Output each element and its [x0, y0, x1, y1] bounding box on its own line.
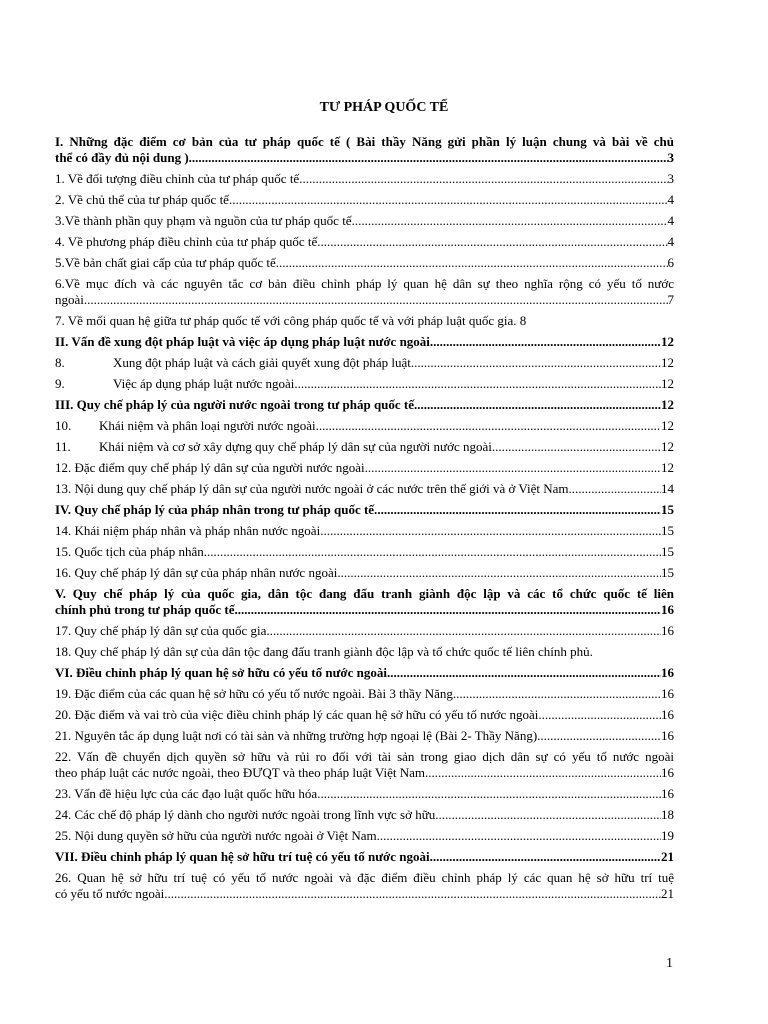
toc-entry-22[interactable]: [55, 749, 674, 781]
toc-text: Việc áp dụng pháp luật nước ngoài: [113, 376, 295, 391]
toc-page: 4: [667, 192, 674, 207]
toc-page: 12: [661, 418, 674, 433]
toc-page: 16: [661, 602, 674, 617]
toc-page: 15: [661, 502, 674, 517]
toc-entry-21[interactable]: [55, 728, 674, 744]
toc-text: 13. Nội dung quy chế pháp lý dân sự của người nước ngoài ở các nước trên thế giới và ở Việt Nam: [55, 481, 569, 496]
toc-entry-24[interactable]: [55, 807, 674, 823]
toc-page: 16: [661, 686, 674, 701]
toc-entry-12[interactable]: [55, 460, 674, 476]
toc-text: VII. Điều chỉnh pháp lý quan hệ sở hữu trí tuệ có yếu tố nước ngoài.: [55, 849, 433, 864]
toc-page: 12: [661, 376, 674, 391]
toc-page: 6: [667, 255, 674, 270]
toc-text: 17. Quy chế pháp lý dân sự của quốc gia.: [55, 623, 270, 638]
toc-page: 12: [661, 397, 674, 412]
toc-section-2[interactable]: [55, 334, 674, 350]
toc-page: 4: [667, 234, 674, 249]
toc-text: VI. Điều chỉnh pháp lý quan hệ sở hữu có yếu tố nước ngoài.: [55, 665, 391, 680]
toc-text: 4. Về phương pháp điều chỉnh của tư pháp quốc tế: [55, 234, 318, 249]
toc-entry-8[interactable]: [55, 355, 674, 371]
toc-entry-19[interactable]: [55, 686, 674, 702]
table-of-contents: [55, 134, 674, 907]
toc-text: 1. Về đối tượng điều chỉnh của tư pháp quốc tế: [55, 171, 300, 186]
toc-entry-16[interactable]: [55, 565, 674, 581]
toc-section-4[interactable]: [55, 502, 674, 518]
toc-page: 18: [661, 807, 674, 822]
toc-line: 6.Về mục đích và các nguyên tắc cơ bản điều chỉnh pháp lý quan hệ dân sự theo nghĩa rộng có yếu tố nước: [55, 276, 674, 291]
toc-page: 3: [667, 171, 674, 186]
toc-text: 21. Nguyên tắc áp dụng luật nơi có tài sản và những trường hợp ngoại lệ (Bài 2- Thầy Năng): [55, 728, 538, 743]
toc-page: 21: [661, 849, 674, 864]
toc-text: 23. Vấn đề hiệu lực của các đạo luật quốc hữu hóa.: [55, 786, 321, 801]
toc-entry-4[interactable]: [55, 234, 674, 250]
toc-text: có yếu tố nước ngoài: [55, 886, 165, 901]
toc-number: 8.: [55, 355, 65, 370]
toc-page: 21: [661, 886, 674, 901]
toc-page: 16: [661, 623, 674, 638]
toc-entry-17[interactable]: [55, 623, 674, 639]
toc-entry-18[interactable]: 18. Quy chế pháp lý dân sự của dân tộc đang đấu tranh giành độc lập và tổ chức quốc tế liên chính phủ.: [55, 644, 593, 659]
toc-entry-5[interactable]: [55, 255, 674, 271]
toc-line: V. Quy chế pháp lý của quốc gia, dân tộc đang đấu tranh giành độc lập và các tổ chức quốc tế liên: [55, 586, 674, 601]
toc-text: 5.Về bản chất giai cấp của tư pháp quốc tế: [55, 255, 276, 270]
toc-entry-2[interactable]: [55, 192, 674, 208]
toc-text: III. Quy chế pháp lý của người nước ngoài trong tư pháp quốc tế.: [55, 397, 418, 412]
toc-section-5[interactable]: [55, 586, 674, 618]
toc-text: Khái niệm và phân loại người nước ngoài: [99, 418, 316, 433]
toc-text: 16. Quy chế pháp lý dân sự của pháp nhân nước ngoài: [55, 565, 338, 580]
toc-number: 10.: [55, 418, 72, 433]
toc-page: 16: [661, 665, 674, 680]
toc-section-3[interactable]: [55, 397, 674, 413]
toc-text: 3.Về thành phần quy phạm và nguồn của tư pháp quốc tế: [55, 213, 352, 228]
toc-entry-11[interactable]: [55, 439, 674, 455]
toc-text: chính phủ trong tư pháp quốc tế.: [55, 602, 238, 617]
toc-page: 15: [661, 544, 674, 559]
toc-text: thể có đầy đủ nội dung ): [55, 150, 189, 165]
toc-number: 9.: [55, 376, 65, 391]
toc-entry-20[interactable]: [55, 707, 674, 723]
toc-page: 4: [667, 213, 674, 228]
toc-entry-10[interactable]: [55, 418, 674, 434]
toc-text: ngoài: [55, 292, 84, 307]
toc-text: Xung đột pháp luật và cách giải quyết xung đột pháp luật: [113, 355, 411, 370]
toc-entry-26[interactable]: [55, 870, 674, 902]
toc-page: 3: [667, 150, 674, 165]
toc-section-1[interactable]: [55, 134, 674, 166]
toc-entry-9[interactable]: [55, 376, 674, 392]
toc-page: 14: [661, 481, 674, 496]
toc-page: 15: [661, 565, 674, 580]
toc-number: 11.: [55, 439, 71, 454]
toc-entry-25[interactable]: [55, 828, 674, 844]
toc-text: Khái niệm và cơ sở xây dựng quy chế pháp lý dân sự của người nước ngoài: [99, 439, 492, 454]
toc-page: 12: [661, 355, 674, 370]
toc-entry-13[interactable]: [55, 481, 674, 497]
toc-entry-7[interactable]: 7. Về mối quan hệ giữa tư pháp quốc tế với công pháp quốc tế và với pháp luật quốc gia. 8: [55, 313, 527, 328]
toc-section-6[interactable]: [55, 665, 674, 681]
toc-text: 19. Đặc điểm của các quan hệ sở hữu có yếu tố nước ngoài. Bài 3 thầy Năng: [55, 686, 453, 701]
toc-page: 16: [661, 728, 674, 743]
toc-page: 16: [661, 765, 674, 780]
toc-page: 12: [661, 334, 674, 349]
toc-page: 19: [661, 828, 674, 843]
toc-text: 2. Về chủ thể của tư pháp quốc tế: [55, 192, 229, 207]
toc-entry-1[interactable]: [55, 171, 674, 187]
toc-entry-23[interactable]: [55, 786, 674, 802]
toc-text: 14. Khái niệm pháp nhân và pháp nhân nước ngoài: [55, 523, 321, 538]
toc-text: 25. Nội dung quyền sở hữu của người nước ngoài ở Việt Nam: [55, 828, 377, 843]
toc-entry-3[interactable]: [55, 213, 674, 229]
document-title: TƯ PHÁP QUỐC TẾ: [319, 100, 449, 115]
toc-text: theo pháp luật các nước ngoài, theo ĐƯQT và theo pháp luật Việt Nam.: [55, 765, 429, 780]
toc-page: 16: [661, 707, 674, 722]
toc-page: 7: [667, 292, 674, 307]
toc-line: 22. Vấn đề chuyển dịch quyền sở hữu và rủi ro đối với tài sản trong giao dịch dân sự có yếu tố nước ngoài: [55, 749, 674, 764]
toc-line: 26. Quan hệ sở hữu trí tuệ có yếu tố nước ngoài và đặc điểm điều chỉnh pháp lý các quan hệ sở hữu trí tuệ: [55, 870, 674, 885]
toc-text: II. Vấn đề xung đột pháp luật và việc áp dụng pháp luật nước ngoài.: [55, 334, 434, 349]
toc-entry-6[interactable]: [55, 276, 674, 308]
toc-page: 12: [661, 439, 674, 454]
toc-text: 20. Đặc điểm và vai trò của việc điều chỉnh pháp lý các quan hệ sở hữu có yếu tố nước ngoài.: [55, 707, 542, 722]
toc-line: I. Những đặc điểm cơ bản của tư pháp quốc tế ( Bài thầy Năng gửi phần lý luận chung và bài về chủ: [55, 134, 674, 149]
page-number: 1: [666, 956, 673, 971]
toc-text: IV. Quy chế pháp lý của pháp nhân trong tư pháp quốc tế.: [55, 502, 378, 517]
toc-section-7[interactable]: [55, 849, 674, 865]
toc-page: 15: [661, 523, 674, 538]
toc-text: 12. Đặc điểm quy chế pháp lý dân sự của người nước ngoài: [55, 460, 365, 475]
toc-page: 16: [661, 786, 674, 801]
toc-text: 15. Quốc tịch của pháp nhân: [55, 544, 204, 559]
toc-entry-14[interactable]: [55, 523, 674, 539]
toc-entry-15[interactable]: [55, 544, 674, 560]
toc-text: 24. Các chế độ pháp lý dành cho người nước ngoài trong lĩnh vực sở hữu: [55, 807, 436, 822]
toc-page: 12: [661, 460, 674, 475]
